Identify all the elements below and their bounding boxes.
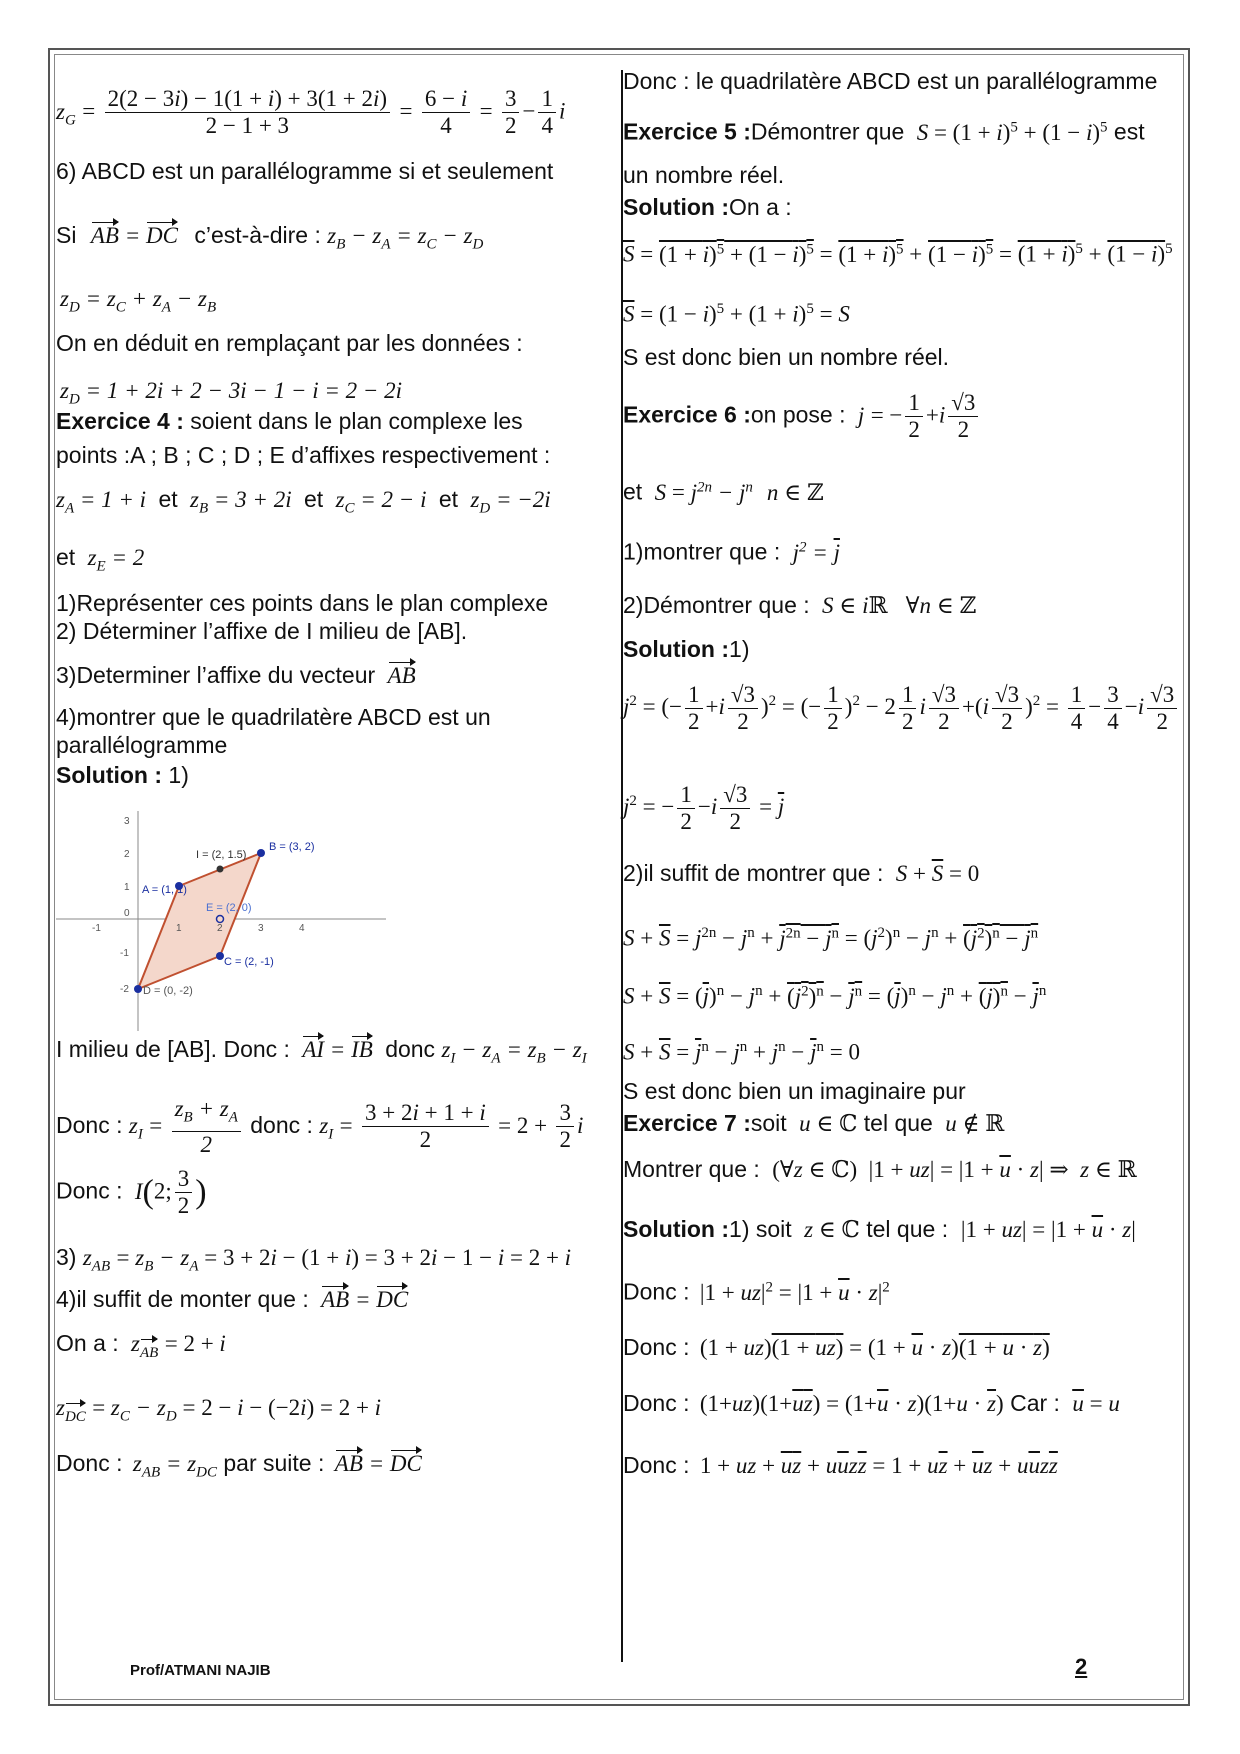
donc-parallelogramme: Donc : le quadrilatère ABCD est un parallélogramme (623, 68, 1158, 94)
on-a-label: On a : (56, 1330, 119, 1356)
donc-label: Donc : (623, 1334, 690, 1360)
solution-7-heading: Solution :1) soit z ∈ ℂ tel que : $|1 + uz| = |1 + \overline{u} \cdot z|$ (623, 1216, 1136, 1242)
question-3: 3)Determiner l’affixe du vecteur AB (56, 660, 416, 691)
ex4-label: Exercice 4 : (56, 408, 184, 434)
tick-x-3: 3 (258, 923, 264, 934)
zd-expression: $z_D = z_C + z_A - z_B$ (60, 286, 217, 316)
q1-ex6: 1)montrer que : $j^2 = \overline{j}$ (623, 538, 840, 565)
et-label: et (303, 486, 324, 512)
s-reel-text: S est donc bien un nombre réel. (623, 344, 950, 370)
s-bar-result: $\overline{S} = (1 - i)^5 + (1 + i)^5 = S$ (623, 301, 850, 327)
conclusion-vectors: Donc : $z_{AB} = z_{DC}$ par suite : AB = DC (56, 1450, 422, 1481)
ex7-statement: Montrer que : (∀z ∈ ℂ) $|1 + uz| = |1 + \overline{u} \cdot z|$ ⇒ z ∈ ℝ (623, 1156, 1137, 1182)
ex6-label: Exercice 6 : (623, 401, 751, 428)
zdc-value: $z_{DC} = z_C - z_D = 2 - i - (-2i) = 2 + i$ (56, 1392, 381, 1432)
exercise-6: Exercice 6 :on pose : j = − $\frac{1}{2}$ +i $\frac{√3}{2}$ (623, 390, 981, 443)
par-suite-label: par suite : (223, 1450, 325, 1476)
donc-label: Donc : (623, 1452, 690, 1478)
exercise-5: Exercice 5 :Démontrer que $S = (1 + i)^5 + (1 - i)^5$ est (623, 118, 1145, 145)
tick-x-1: 1 (176, 923, 182, 934)
question-6: 6) ABCD est un parallélogramme si et seulement (56, 158, 554, 184)
tick-x-2: 2 (217, 923, 223, 934)
solution-5-heading (623, 192, 792, 222)
tel-que-label: tel que (857, 1110, 933, 1136)
question-2: 2) Déterminer l’affixe de I milieu de [AB]. (56, 618, 468, 644)
question-1: 1)Représenter ces points dans le plan complexe (56, 590, 549, 616)
i-coordinates: Donc : I(2; $\frac{3}{2}$ ) (56, 1166, 207, 1218)
label-i: I = (2, 1.5) (196, 849, 247, 861)
j-squared-expansion: $j^2$ = (− $\frac{1}{2}$ +i $\frac{√3}{2}$ )$^2$ = (− $\frac{1}{2}$ )$^2$ − 2 $\frac{1}{2}$ i $\frac{√3}{2}$ +(i $\frac{√3}{2}$ )$^2$ = $\frac{1}{4}$ − $\frac{3}{4}$ −i $\frac{√3}{2}$ (623, 682, 1180, 735)
solution-label: Solution : (623, 636, 730, 662)
milieu-text: I milieu de [AB]. Donc : (56, 1036, 290, 1062)
q2-solution: 2)il suffit de montrer que : $S + \overline{S} = 0$ (623, 860, 980, 886)
ex4-text2: points :A ; B ; C ; D ; E d’affixes respectivement : (56, 442, 551, 468)
donc-label: Donc : (623, 1390, 690, 1416)
et-label: et (438, 486, 459, 512)
s-definition: et $S = j^{2n} - j^n$ n ∈ ℤ (623, 478, 824, 505)
ex5-label: Exercice 5 : (623, 118, 751, 145)
ex4-text: soient dans le plan complexe les (183, 408, 523, 434)
solution-label: Solution : (56, 762, 163, 788)
footer-page-number: 2 (1075, 1654, 1088, 1679)
conjugate-product: Donc : $(1 + uz)(1 + uz) = (1 + \overline{u} \cdot z)(1 + u \cdot z)$ (623, 1334, 1050, 1360)
donc-label: donc : (250, 1111, 313, 1138)
et-label: et (623, 478, 643, 505)
modulus-squared: Donc : $|1 + uz|^2 = |1 + \overline{u} \cdot z|^2$ (623, 1278, 890, 1305)
donc-label: Donc : (56, 1450, 123, 1476)
ex7-label: Exercice 7 : (623, 1110, 751, 1136)
ex6-text: on pose : (750, 401, 846, 428)
point-c (216, 952, 224, 960)
solution-label: Solution : (623, 194, 730, 220)
question-4b: parallélogramme (56, 732, 228, 758)
zab-value: On a : $z_{AB} = 2 + i$ (56, 1328, 226, 1368)
ex5-text2: un nombre réel. (623, 162, 785, 188)
solution-label: Solution : (623, 1216, 730, 1242)
ze-line: et $z_E = 2$ (56, 544, 145, 575)
s-imaginaire-text: S est donc bien un imaginaire pur (623, 1078, 966, 1104)
q2-sol-text: 2)il suffit de montrer que : (623, 860, 884, 886)
tick-y-1: 1 (124, 882, 130, 893)
label-a: A = (1, 1) (142, 884, 187, 896)
complex-plane-graph (56, 806, 386, 1036)
conjugate-simplified: Donc : $(1+uz)(1+\overline{u}\overline{z}) = (1+\overline{u} \cdot z)(1+u \cdot \overline{z})$ Car : u = u (623, 1390, 1120, 1416)
tick-y-2: 2 (124, 849, 130, 860)
ex7-text: soit (750, 1110, 787, 1136)
point-i (217, 866, 224, 873)
ex5-text: Démontrer que (750, 118, 905, 145)
solution-number: 1) (729, 636, 750, 662)
q2-text: 2)Démontrer que : (623, 592, 810, 618)
tick-origin: 0 (124, 908, 130, 919)
expanded-equality: Donc : 1 + uz + $\overline{u}\overline{z} + u\overline{u}z\overline{z} = 1 + u\overline{z} + \overline{u}z + u\overline{u}z\overline{z}$ (623, 1452, 1058, 1478)
et-label: et (158, 486, 178, 512)
parallelogram-abcd (138, 853, 261, 989)
montrer-text: Montrer que : (623, 1156, 760, 1182)
donc-label: Donc : (56, 1177, 123, 1204)
tick-y-3: 3 (124, 816, 130, 827)
est-label: est (1107, 118, 1145, 145)
car-label: Car : (1010, 1390, 1060, 1416)
question-number: 3) (56, 1244, 77, 1270)
footer-author: Prof/ATMANI NAJIB (130, 1662, 271, 1679)
solution-6-heading (623, 634, 749, 664)
tick-y-minus2: -2 (120, 984, 129, 995)
tick-x-minus1: -1 (92, 923, 101, 934)
sol7-text: 1) soit (729, 1216, 792, 1242)
affixes-line: $z_A = 1 + i$ et $z_B = 3 + 2i$ et $z_C = 2 - i$ et $z_D = -2i$ (56, 486, 551, 517)
q1-text: 1)montrer que : (623, 538, 781, 565)
il-suffit-text: 4)il suffit de monter que : (56, 1286, 309, 1312)
s-sum-line-3: $S + \overline{S} = \overline{j}^n - j^n + j^n - \overline{j}^n = 0$ (623, 1039, 860, 1065)
point-d (134, 985, 142, 993)
exercise-7: Exercice 7 :soit u ∈ ℂ tel que u ∉ ℝ (623, 1110, 1005, 1136)
label-e: E = (2, 0) (206, 902, 252, 914)
j-squared-result: $j^2$ = − $\frac{1}{2}$ −i $\frac{√3}{2}$ = $\overline{j}$ (623, 782, 785, 834)
s-sum-line-2: $S + \overline{S} = (\overline{j})^n - j^n + (j^2)^n - j^n = (\overline{j})^n - j^n + (j)^n - \overline{j}^n$ (623, 983, 1047, 1009)
zg-equation: $z_G$ = $\frac{2(2 - 3i) - 1(1 + i) + 3(1 + 2i)}{2 - 1 + 3}$ = $\frac{6 - i}{4}$ = $\frac{3}{2}$ − $\frac{1}{4}$ i (56, 86, 566, 138)
question-4a: 4)montrer que le quadrilatère ABCD est un (56, 704, 491, 730)
et-label: et (56, 544, 76, 570)
label-d: D = (0, -2) (143, 985, 193, 997)
zd-value: $z_D = 1 + 2i + 2 - 3i - 1 - i = 2 - 2i$ (60, 378, 403, 408)
label-c: C = (2, -1) (224, 956, 274, 968)
si-label: Si (56, 222, 77, 248)
s-bar-expansion: $\overline{S} = (1 + i)^5 + (1 - i)^5 = (1 + i)^5 + (1 - i)^5 = (1 + i)^5 + (1 - i)^5$ (623, 241, 1173, 267)
donc-label: donc (385, 1036, 436, 1062)
exercise-4-title (56, 406, 523, 436)
solution-number: 1) (162, 762, 189, 788)
tick-x-4: 4 (299, 923, 305, 934)
label-b: B = (3, 2) (269, 841, 315, 853)
milieu-line: I milieu de [AB]. Donc : AI = IB donc $z_I - z_A = z_B - z_I$ (56, 1036, 587, 1067)
cest-a-dire-label: c’est-à-dire : (194, 222, 321, 248)
solution-heading (56, 760, 189, 790)
donc-label: Donc : (623, 1278, 690, 1305)
tel-que-label: tel que (859, 1216, 936, 1242)
question-3-text: 3)Determiner l’affixe du vecteur (56, 662, 376, 688)
on-a-label: On a : (729, 194, 792, 220)
zi-computation: Donc : $z_I$ = $\frac{z_B + z_A}{2}$ donc : $z_I$ = $\frac{3 + 2i + 1 + i}{2}$ = 2 + $\frac{3}{2}$ i (56, 1096, 584, 1157)
donc-label: Donc : (56, 1111, 123, 1138)
il-suffit-line: 4)il suffit de monter que : AB = DC (56, 1284, 408, 1315)
tick-y-minus1: -1 (120, 948, 129, 959)
q2-ex6: 2)Démontrer que : S ∈ iℝ ∀n ∈ ℤ (623, 592, 977, 618)
zab-computation: 3) $z_{AB} = z_B - z_A = 3 + 2i - (1 + i) = 3 + 2i - 1 - i = 2 + i$ (56, 1244, 572, 1275)
deduit-text: On en déduit en remplaçant par les données : (56, 330, 523, 356)
point-b (257, 849, 265, 857)
vector-condition: Si AB = DC c’est-à-dire : $z_B - z_A = z_C - z_D$ (56, 222, 484, 253)
s-sum-line-1: $S + \overline{S} = j^{2n} - j^n + j^{2n} - j^n = (j^2)^n - j^n + (j^2)^n - j^n$ (623, 925, 1039, 951)
